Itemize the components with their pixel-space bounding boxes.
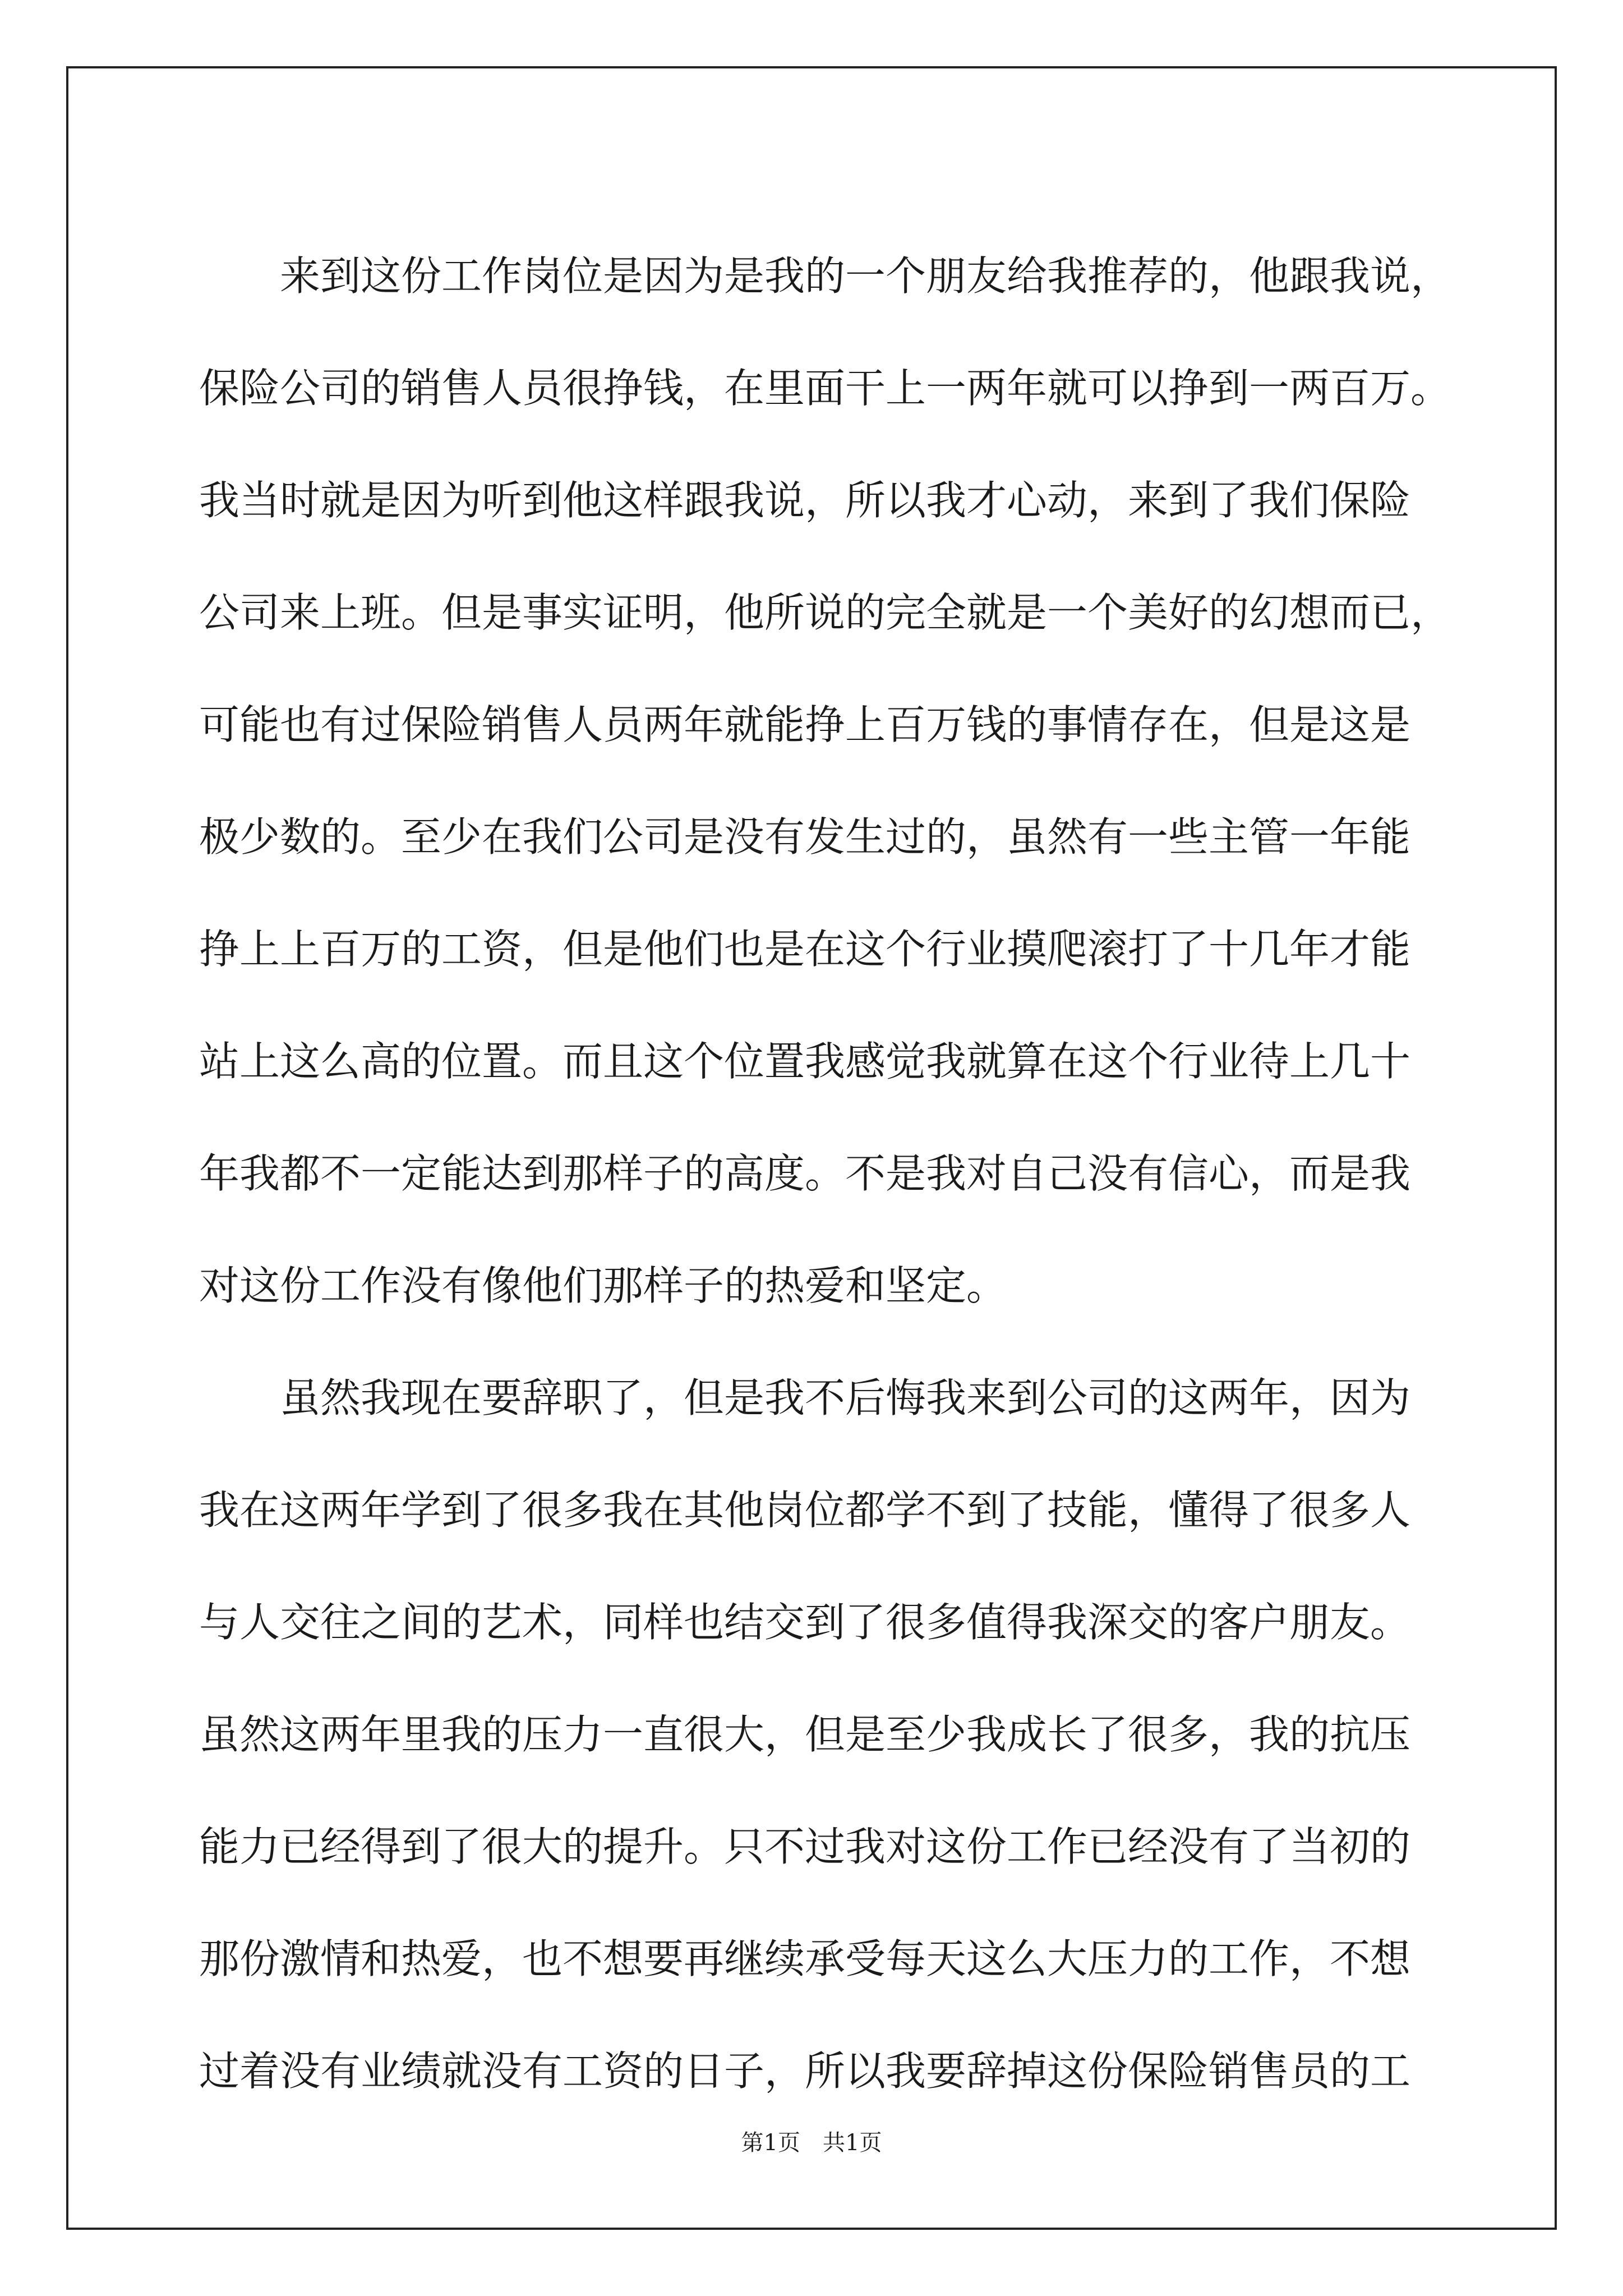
- paragraph-1-line-10: 对这份工作没有像他们那样子的热爱和坚定。: [199, 1262, 1007, 1309]
- paragraph-2-line-7: 过着没有业绩就没有工资的日子，所以我要辞掉这份保险销售员的工: [199, 2047, 1411, 2095]
- paragraph-1-line-3: 我当时就是因为听到他这样跟我说，所以我才心动，来到了我们保险: [199, 477, 1411, 524]
- paragraph-1-line-9: 年我都不一定能达到那样子的高度。不是我对自己没有信心，而是我: [199, 1150, 1411, 1197]
- document-body: [199, 220, 1451, 2127]
- paragraph-1-line-1: 来到这份工作岗位是因为是我的一个朋友给我推荐的，他跟我说，: [280, 252, 1451, 300]
- paragraph-1-line-5: 可能也有过保险销售人员两年就能挣上百万钱的事情存在，但是这是: [199, 701, 1411, 748]
- paragraph-1-line-6: 极少数的。至少在我们公司是没有发生过的，虽然有一些主管一年能: [199, 813, 1411, 861]
- paragraph-2-line-4: 虽然这两年里我的压力一直很大，但是至少我成长了很多，我的抗压: [199, 1711, 1411, 1758]
- paragraph-2-line-2: 我在这两年学到了很多我在其他岗位都学不到了技能，懂得了很多人: [199, 1487, 1411, 1534]
- paragraph-2-line-3: 与人交往之间的艺术，同样也结交到了很多值得我深交的客户朋友。: [199, 1599, 1411, 1646]
- page-number-text: 第1页 共1页: [741, 2130, 882, 2156]
- page-footer: [0, 2126, 1623, 2160]
- paragraph-1-line-4: 公司来上班。但是事实证明，他所说的完全就是一个美好的幻想而已，: [199, 589, 1451, 636]
- paragraph-2-line-5: 能力已经得到了很大的提升。只不过我对这份工作已经没有了当初的: [199, 1823, 1411, 1870]
- paragraph-2-line-6: 那份激情和热爱，也不想要再继续承受每天这么大压力的工作，不想: [199, 1935, 1411, 1982]
- paragraph-1-line-8: 站上这么高的位置。而且这个位置我感觉我就算在这个行业待上几十: [199, 1038, 1411, 1085]
- paragraph-1-line-2: 保险公司的销售人员很挣钱，在里面干上一两年就可以挣到一两百万。: [199, 365, 1451, 412]
- paragraph-2-line-1: 虽然我现在要辞职了，但是我不后悔我来到公司的这两年，因为: [280, 1374, 1411, 1421]
- paragraph-1-line-7: 挣上上百万的工资，但是他们也是在这个行业摸爬滚打了十几年才能: [199, 926, 1411, 973]
